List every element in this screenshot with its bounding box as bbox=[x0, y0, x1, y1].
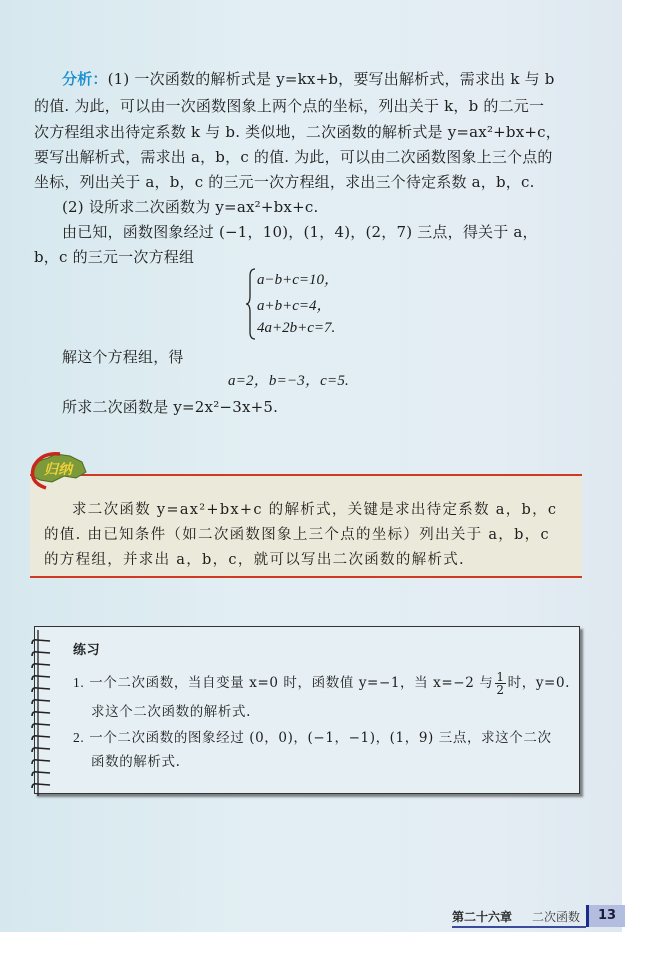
equation-1: a−b+c=10， bbox=[257, 272, 340, 288]
practice-item-2-line-2: 函数的解析式. bbox=[91, 754, 181, 770]
analysis-line-1 bbox=[62, 70, 555, 89]
equation-3: 4a+2b+c=7. bbox=[257, 320, 336, 336]
summary-badge-icon bbox=[26, 448, 88, 498]
fraction-numerator: 1 bbox=[496, 670, 505, 684]
footer-chapter-title: 二次函数 bbox=[532, 910, 581, 924]
left-brace-icon bbox=[245, 268, 257, 340]
footer-chapter: 第二十六章 bbox=[452, 910, 513, 924]
solution-given-1: 由已知，函数图象经过 (−1，10)，(1，4)，(2，7) 三点，得关于 a， bbox=[62, 223, 538, 241]
footer-underline bbox=[452, 926, 586, 928]
summary-line-2: 的值. 由已知条件（如二次函数图象上三个点的坐标）列出关于 a，b，c bbox=[44, 527, 550, 543]
solution-setup: (2) 设所求二次函数为 y=ax²+bx+c. bbox=[62, 198, 319, 216]
practice-item-1-text-end: 时，y=0. bbox=[507, 675, 571, 691]
equation-2: a+b+c=4， bbox=[257, 298, 332, 314]
practice-item-1-text: 一个二次函数，当自变量 x=0 时，函数值 y=−1，当 x=−2 与 bbox=[89, 675, 494, 691]
practice-item-1-number: 1. bbox=[73, 675, 85, 690]
analysis-line-3: 次方程组求出待定系数 k 与 b. 类似地，二次函数的解析式是 y=ax²+bx+c， bbox=[34, 123, 561, 141]
solution-given-2: b，c 的三元一次方程组 bbox=[34, 248, 195, 266]
practice-title: 练习 bbox=[73, 643, 101, 658]
practice-item-2-text: 一个二次函数的图象经过 (0，0)，(−1，−1)，(1，9) 三点，求这个二次 bbox=[89, 730, 552, 746]
page-number: 13 bbox=[589, 905, 625, 927]
analysis-label: 分析： bbox=[62, 70, 108, 88]
practice-box bbox=[34, 626, 580, 794]
solution-conclusion: 所求二次函数是 y=2x²−3x+5. bbox=[62, 398, 279, 416]
fraction-denominator: 2 bbox=[496, 683, 505, 697]
analysis-text-1: (1) 一次函数的解析式是 y=kx+b，要写出解析式，需求出 k 与 b bbox=[107, 70, 555, 88]
analysis-line-4: 要写出解析式，需求出 a，b，c 的值. 为此，可以由二次函数图象上三个点的 bbox=[34, 148, 553, 166]
summary-badge bbox=[26, 448, 88, 498]
summary-box bbox=[30, 474, 582, 578]
solution-result: a=2，b=−3，c=5. bbox=[228, 373, 349, 389]
practice-item-1 bbox=[73, 671, 570, 696]
summary-line-3: 的方程组，并求出 a，b，c，就可以写出二次函数的解析式. bbox=[44, 552, 465, 568]
fraction-one-half bbox=[495, 671, 505, 696]
summary-line-1: 求二次函数 y=ax²+bx+c 的解析式，关键是求出待定系数 a，b，c bbox=[72, 502, 558, 518]
analysis-line-5: 坐标，列出关于 a，b，c 的三元一次方程组，求出三个待定系数 a，b，c. bbox=[34, 173, 535, 191]
practice-item-1-line-2: 求这个二次函数的解析式. bbox=[91, 704, 251, 720]
equation-system bbox=[245, 266, 395, 340]
practice-item-2-number: 2. bbox=[73, 730, 85, 745]
analysis-line-2: 的值. 为此，可以由一次函数图象上两个点的坐标，列出关于 k，b 的二元一 bbox=[34, 97, 545, 115]
summary-badge-text: 归纳 bbox=[44, 462, 72, 478]
solution-solve-text: 解这个方程组，得 bbox=[62, 348, 184, 366]
spiral-binding-icon bbox=[28, 630, 54, 798]
practice-item-2 bbox=[73, 728, 552, 748]
